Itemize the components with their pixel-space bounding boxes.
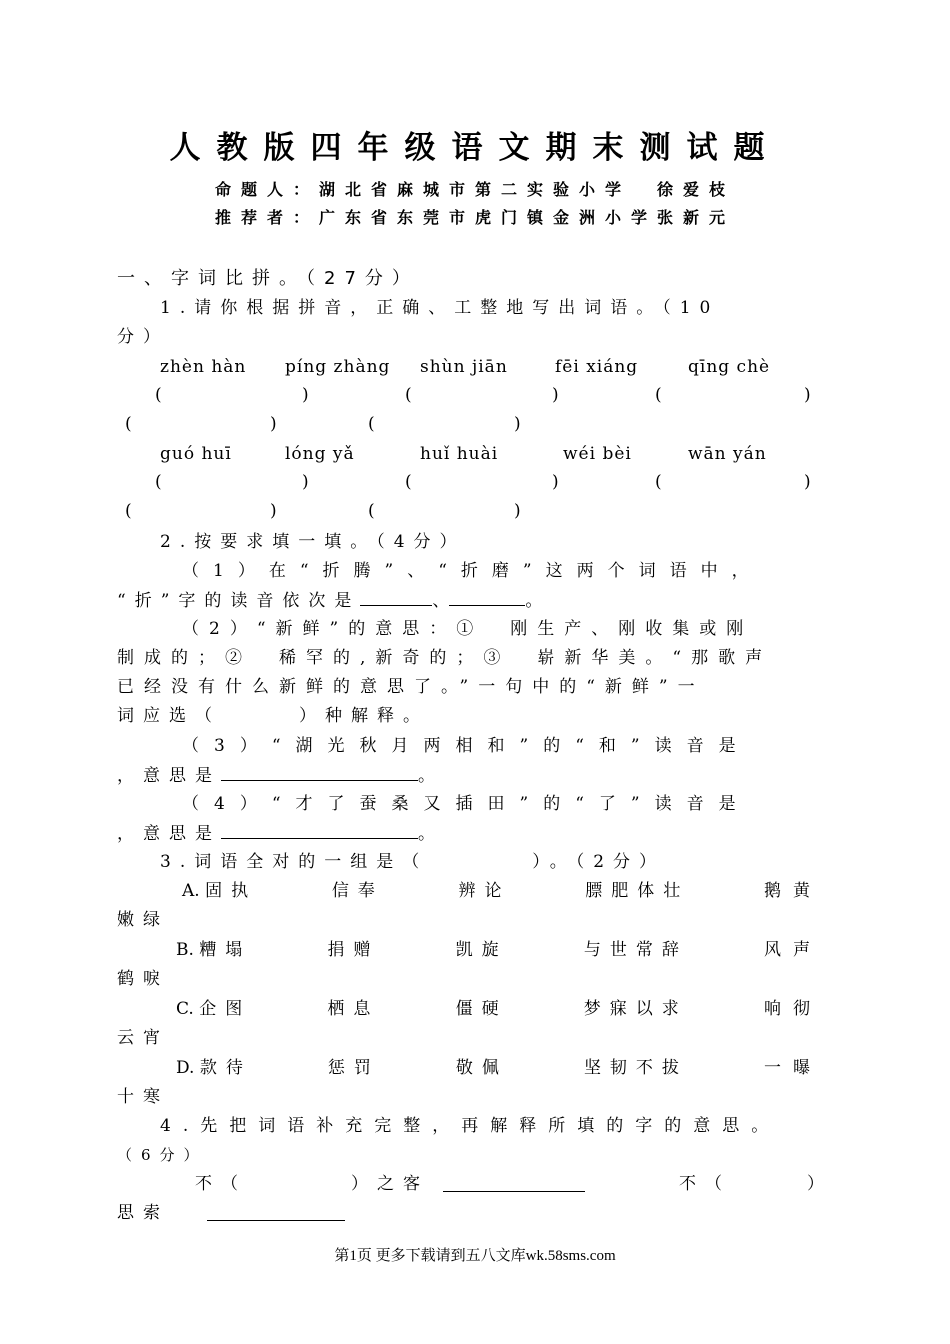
pinyin-2: píng zhàng: [285, 357, 391, 377]
paren-close: ): [270, 501, 277, 521]
pinyin-4: fēi xiáng: [555, 357, 639, 377]
paren-close: ): [270, 414, 277, 434]
q1-text: 1.请你根据拼音，正确、工整地写出词语。（10: [160, 298, 720, 318]
recommender-line: 推荐者：广东省东莞市虎门镇金洲小学张新元: [214, 208, 735, 227]
q2-p2-a: （2）“新鲜”的意思：① 刚生产、刚收集或刚: [182, 619, 754, 639]
pinyin-8: huǐ huài: [420, 444, 499, 464]
paren-open: (: [368, 414, 375, 434]
paren-open: (: [405, 385, 412, 405]
fill-blank[interactable]: [443, 1175, 585, 1192]
paren-open: (: [655, 472, 662, 492]
document-title: 人教版四年级语文期末测试题: [169, 130, 781, 166]
q2-p1-b: “折”字的读音依次是 、 。: [117, 591, 543, 611]
q2-p1-a: （1）在“折腾”、“折磨”这两个词语中，: [182, 561, 763, 581]
q4-item-2-b: ）: [807, 1174, 824, 1194]
fill-blank[interactable]: [221, 822, 418, 839]
q4-text-cont: （6分）: [117, 1146, 208, 1164]
q3-option-d: D. 款待 惩罚 敬佩 坚韧不拔 一曝: [176, 1058, 822, 1078]
paren-close: ): [302, 385, 309, 405]
pinyin-3: shùn jiān: [420, 357, 508, 377]
q3-option-c: C. 企图 栖息 僵硬 梦寐以求 响彻: [176, 999, 822, 1019]
q3-option-b-cont: 鹤唳: [117, 969, 169, 989]
q4-item-2-a: 不（: [679, 1174, 731, 1194]
fill-blank[interactable]: [221, 764, 418, 781]
q3-option-c-cont: 云宵: [117, 1028, 169, 1048]
q3-option-b: B. 糟塌 捐赠 凯旋 与世常辞 风声: [176, 940, 822, 960]
paren-close: ): [804, 472, 811, 492]
q3-option-d-cont: 十寒: [117, 1087, 169, 1107]
q2-p3-a: （3）“湖光秋月两相和”的“和”读音是: [182, 736, 751, 756]
q1-text-cont: 分）: [117, 327, 169, 347]
q2-p3-b: ，意思是 。: [117, 766, 435, 786]
paren-close: ): [514, 414, 521, 434]
fill-blank[interactable]: [360, 589, 432, 606]
fill-blank[interactable]: [449, 589, 525, 606]
q4-item-2-cont: 思索: [117, 1202, 822, 1224]
q2-p2-b: 制成的；② 稀罕的,新奇的；③ 崭新华美。“那歌声: [117, 648, 773, 668]
paren-open: (: [405, 472, 412, 492]
pinyin-5: qīng chè: [688, 357, 771, 377]
paren-open: (: [155, 385, 162, 405]
pinyin-1: zhèn hàn: [160, 357, 247, 377]
q2-p2-c: 已经没有什么新鲜的意思了。”一句中的“新鲜”一: [117, 677, 705, 697]
pinyin-7: lóng yǎ: [285, 444, 355, 464]
paren-close: ): [552, 385, 559, 405]
q4-item-1: 不（ ）之客: [195, 1174, 429, 1194]
q4-text: 4.先把词语补充完整，再解释所填的字的意思。: [160, 1116, 781, 1136]
q2-text: 2.按要求填一填。（4分）: [160, 532, 466, 552]
paren-open: (: [125, 414, 132, 434]
pinyin-6: guó huī: [160, 444, 232, 464]
paren-close: ): [302, 472, 309, 492]
paren-close: ): [514, 501, 521, 521]
page-footer: 第1页 更多下载请到五八文库wk.58sms.com: [334, 1248, 616, 1264]
q2-p2-d: 词应选（ ）种解释。: [117, 706, 429, 726]
q3-option-a-cont: 嫩绿: [117, 910, 169, 930]
fill-blank[interactable]: [207, 1204, 345, 1221]
author-line: 命题人：湖北省麻城市第二实验小学 徐爱枝: [214, 180, 735, 199]
paren-close: ): [804, 385, 811, 405]
paren-open: (: [655, 385, 662, 405]
q3-option-a: A. 固执 信奉 辨论 膘肥体壮 鹅黄: [182, 881, 822, 901]
q3-text: 3.词语全对的一组是（ ）。（2分）: [160, 852, 666, 872]
paren-open: (: [155, 472, 162, 492]
paren-open: (: [125, 501, 132, 521]
q2-p4-b: ，意思是 。: [117, 824, 435, 844]
section1-heading: 一、字词比拼。（27分）: [117, 268, 419, 289]
paren-close: ): [552, 472, 559, 492]
pinyin-9: wéi bèi: [563, 444, 632, 464]
pinyin-10: wān yán: [688, 444, 767, 464]
paren-open: (: [368, 501, 375, 521]
q2-p4-a: （4）“才了蚕桑又插田”的“了”读音是: [182, 794, 751, 814]
